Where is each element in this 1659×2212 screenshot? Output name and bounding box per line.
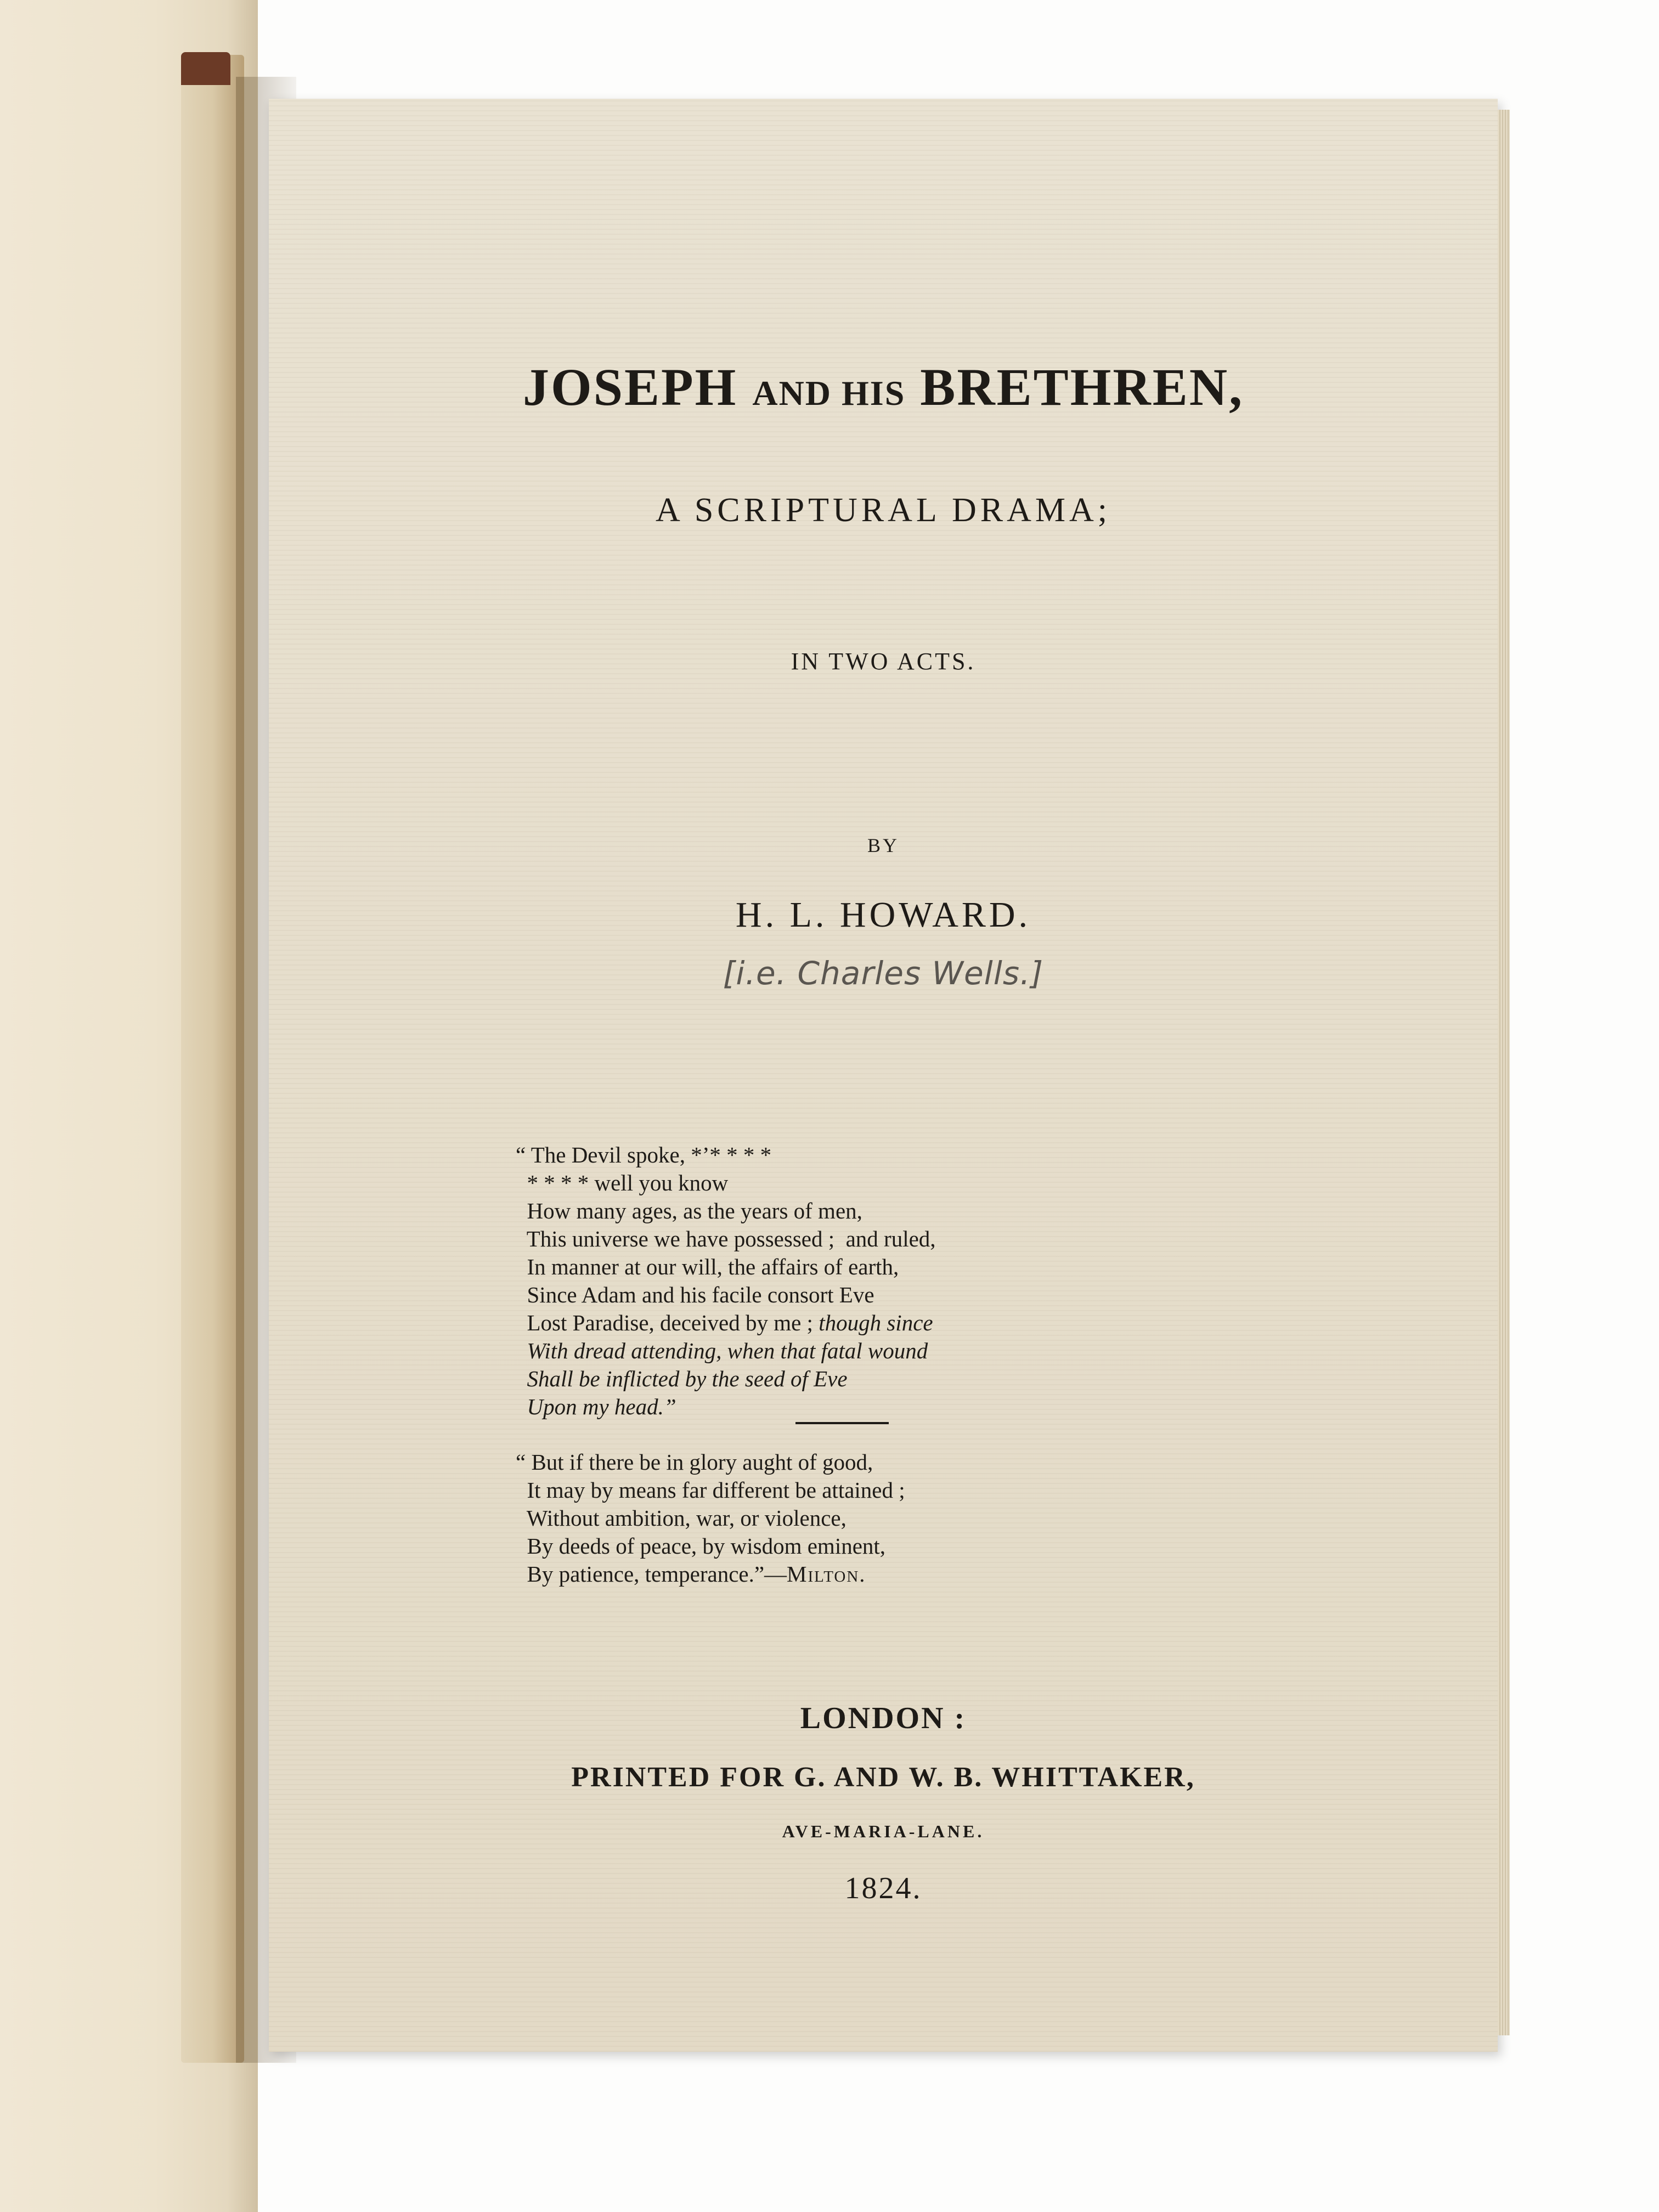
- epigraph-line: Without ambition, war, or violence,: [516, 1505, 847, 1531]
- epigraph-line: It may by means far different be attained ;: [516, 1477, 905, 1503]
- epigraph-line: Upon my head.”: [516, 1394, 676, 1419]
- epigraph-line: * * * * well you know: [516, 1170, 729, 1195]
- epigraph-milton: [516, 1448, 905, 1588]
- epigraph-line: “ But if there be in glory aught of good,: [516, 1449, 873, 1475]
- epigraph-roman-part: Lost Paradise, deceived by me ;: [516, 1310, 819, 1335]
- epigraph-line: By deeds of peace, by wisdom eminent,: [516, 1533, 886, 1559]
- epigraph-italic-part: though since: [819, 1310, 933, 1335]
- imprint-year: 1824.: [844, 1871, 922, 1905]
- by-line: BY: [867, 834, 899, 856]
- left-page-edge: [181, 55, 244, 2063]
- handwritten-attribution: [i.e. Charles Wells.]: [723, 955, 1044, 992]
- epigraph-line: This universe we have possessed ; and ruled,: [516, 1226, 936, 1251]
- epigraph-line: In manner at our will, the affairs of earth,: [516, 1254, 899, 1279]
- acts-line: IN TWO ACTS.: [791, 648, 976, 675]
- epigraph-line: Since Adam and his facile consort Eve: [516, 1282, 874, 1307]
- title-word-brethren: BRETHREN,: [920, 358, 1244, 416]
- epigraph-line: Shall be inflicted by the seed of Eve: [516, 1366, 848, 1391]
- epigraph-line: With dread attending, when that fatal wound: [516, 1338, 928, 1363]
- cover-corner: [181, 52, 230, 85]
- title-word-joseph: JOSEPH: [522, 358, 738, 416]
- book-subtitle: A SCRIPTURAL DRAMA;: [655, 492, 1111, 529]
- epigraph-divider: [795, 1422, 889, 1424]
- title-word-and-his: AND HIS: [752, 374, 906, 413]
- title-page: [269, 99, 1498, 2052]
- epigraph-line: [516, 1309, 936, 1337]
- epigraph-line: “ The Devil spoke, *’* * * *: [516, 1142, 772, 1167]
- epigraph-last-text: By patience, temperance.”—: [516, 1561, 787, 1587]
- page-edges: [1498, 110, 1510, 2035]
- epigraph-attribution: Milton.: [787, 1561, 866, 1587]
- epigraph-devil-speech: [516, 1141, 936, 1421]
- epigraph-line: How many ages, as the years of men,: [516, 1198, 862, 1223]
- author-name: H. L. HOWARD.: [735, 895, 1031, 935]
- imprint-address: AVE-MARIA-LANE.: [782, 1821, 985, 1841]
- epigraph-line: [516, 1560, 905, 1588]
- imprint-printer: PRINTED FOR G. AND W. B. WHITTAKER,: [571, 1762, 1195, 1793]
- book-title: [269, 357, 1498, 417]
- imprint-city: LONDON :: [800, 1701, 967, 1735]
